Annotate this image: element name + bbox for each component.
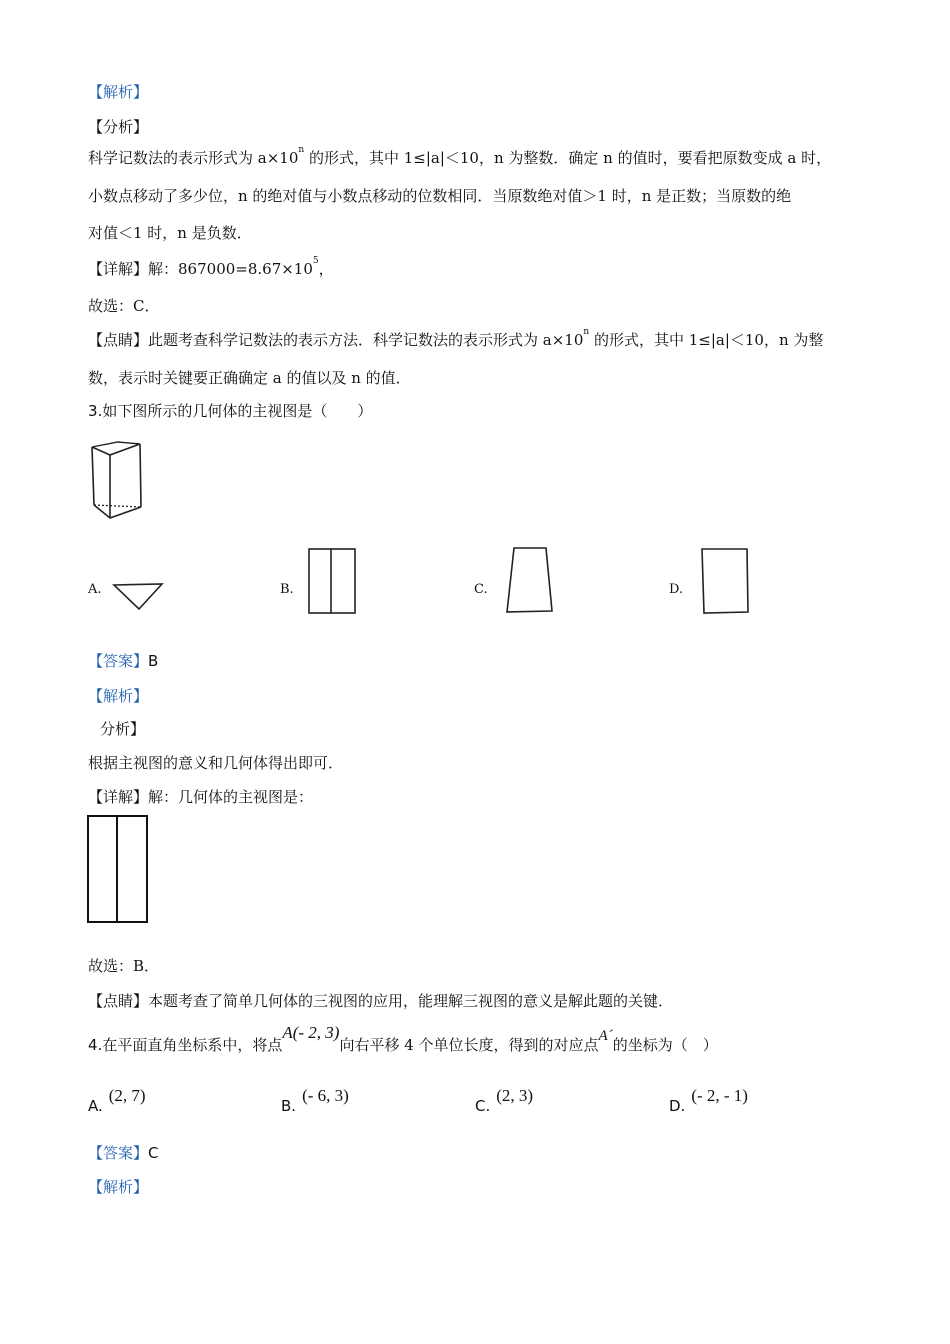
q3-option-b-label: B. (280, 582, 294, 597)
q3-answer-line: 【答案】B (88, 652, 159, 670)
point-a: A(- 2, 3) (282, 1023, 340, 1042)
q3-xiangjie-line: 【详解】解：几何体的主视图是： (88, 788, 314, 806)
fenxi-tag: 【分析】 (88, 118, 149, 136)
xiangjie-line: 【详解】解：$867000=8.67\times 10^5$， (88, 256, 334, 278)
dianjing-line-2: 数，表示时关键要正确确定 a 的值以及 n 的值． (88, 369, 411, 387)
q3-fenxi-tag: 分析】 (100, 720, 146, 738)
q4-stem: 4.在平面直角坐标系中，将点A(- 2, 3)向右平移 4 个单位长度，得到的对应点A´的坐标为（ ） (88, 1023, 718, 1054)
q4-option-a: A.(2, 7) (88, 1086, 146, 1115)
prism-figure (88, 440, 148, 530)
q3-option-a-triangle (112, 582, 164, 612)
fenxi-line-2: 小数点移动了多少位，n 的绝对值与小数点移动的位数相同．当原数绝对值＞1 时，n 是正数；当原数的绝 (88, 187, 792, 205)
q3-option-c-label: C. (474, 582, 488, 597)
guxuan-line: 故选：C． (88, 297, 160, 315)
q3-option-c-trapezoid (504, 546, 554, 614)
fenxi-line-1: 科学记数法的表示形式为 $a\times 10^n$ 的形式，其中 1≤|a|＜10，n 为整数．确定 n 的值时，要看把原数变成 a 时， (88, 145, 832, 167)
dianjing-line-1: 【点睛】此题考查科学记数法的表示方法．科学记数法的表示形式为 $a\times 10^n$ 的形式，其中 1≤|a|＜10，n 为整 (88, 327, 824, 349)
q3-analysis-tag: 【解析】 (88, 687, 149, 705)
q3-stem: 3.如下图所示的几何体的主视图是（ ） (88, 402, 373, 420)
q4-option-d: D.(- 2, - 1) (669, 1086, 748, 1115)
q3-fenxi-text: 根据主视图的意义和几何体得出即可． (88, 754, 344, 772)
q4-analysis-tag: 【解析】 (88, 1178, 149, 1196)
q4-answer-line: 【答案】C (88, 1144, 159, 1162)
q3-option-d-rectangle (700, 547, 750, 615)
analysis-tag: 【解析】 (88, 83, 149, 101)
q3-option-d-label: D. (669, 582, 684, 597)
fenxi-line-3: 对值＜1 时，n 是负数． (88, 224, 252, 242)
q3-option-b-figure (307, 547, 357, 615)
q3-dianjing-line: 【点睛】本题考查了简单几何体的三视图的应用，能理解三视图的意义是解此题的关键． (88, 992, 674, 1010)
q4-option-c: C.(2, 3) (475, 1086, 534, 1115)
q3-option-a-label: A. (88, 582, 102, 597)
q4-option-b: B.(- 6, 3) (281, 1086, 349, 1115)
q3-guxuan: 故选：B． (88, 957, 160, 975)
point-a-prime: A´ (598, 1028, 613, 1044)
q3-answer-front-view (86, 814, 150, 924)
